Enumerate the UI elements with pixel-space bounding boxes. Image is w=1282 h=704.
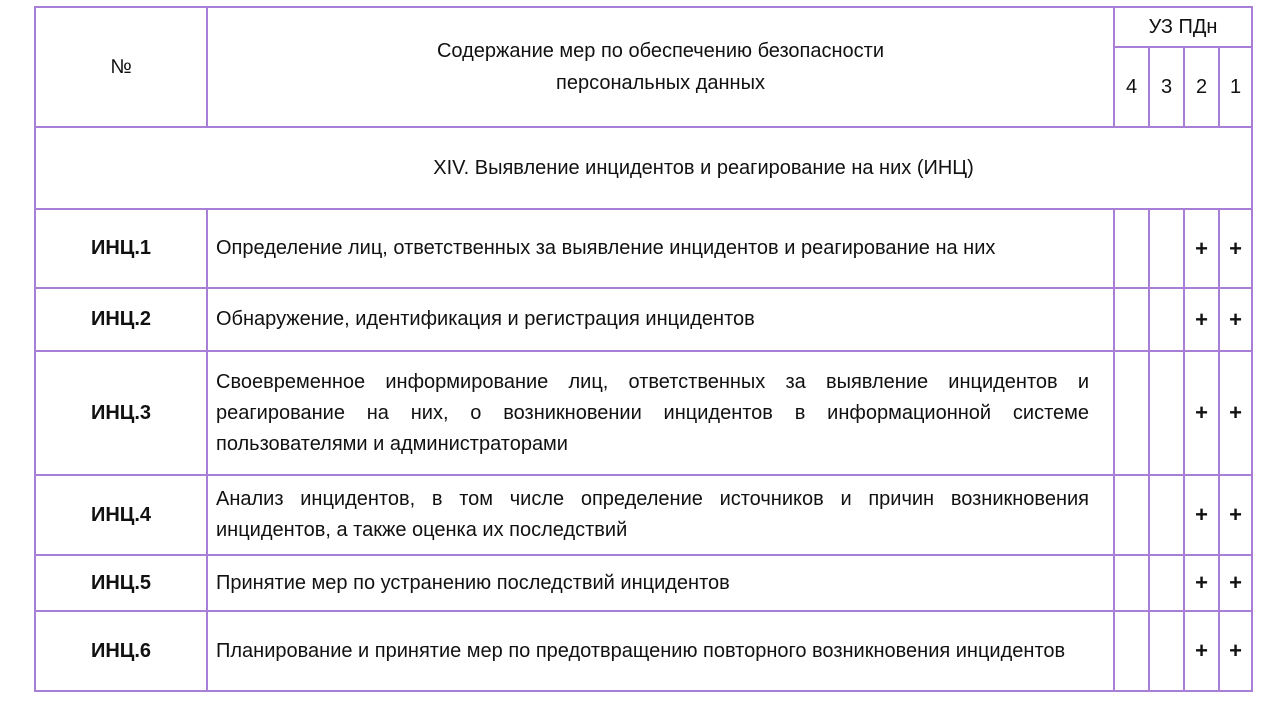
table-row xyxy=(35,288,1252,351)
mark-level-4 xyxy=(1114,475,1149,555)
measure-code: ИНЦ.1 xyxy=(35,209,207,288)
mark-level-2: + xyxy=(1184,351,1219,475)
mark-level-4 xyxy=(1114,351,1149,475)
mark-level-1: + xyxy=(1219,475,1252,555)
content-header-line2: персональных данных xyxy=(556,72,765,94)
mark-level-2: + xyxy=(1184,475,1219,555)
mark-level-4 xyxy=(1114,555,1149,611)
mark-level-3 xyxy=(1149,611,1184,691)
header-row-top xyxy=(35,7,1252,47)
level-header-2: 2 xyxy=(1184,47,1219,127)
table-row xyxy=(35,611,1252,691)
mark-level-1: + xyxy=(1219,209,1252,288)
measure-text: Планирование и принятие мер по предотвращению повторного возникновения инцидентов xyxy=(207,611,1114,691)
mark-level-3 xyxy=(1149,351,1184,475)
measure-code: ИНЦ.3 xyxy=(35,351,207,475)
table-row xyxy=(35,475,1252,555)
measure-code: ИНЦ.2 xyxy=(35,288,207,351)
mark-level-1: + xyxy=(1219,555,1252,611)
measure-code: ИНЦ.5 xyxy=(35,555,207,611)
measure-text: Обнаружение, идентификация и регистрация инцидентов xyxy=(207,288,1114,351)
mark-level-1: + xyxy=(1219,611,1252,691)
mark-level-4 xyxy=(1114,288,1149,351)
mark-level-1: + xyxy=(1219,288,1252,351)
table-row xyxy=(35,555,1252,611)
measure-code: ИНЦ.6 xyxy=(35,611,207,691)
table-row xyxy=(35,209,1252,288)
mark-level-2: + xyxy=(1184,555,1219,611)
section-row xyxy=(35,127,1252,209)
level-header-1: 1 xyxy=(1219,47,1252,127)
mark-level-4 xyxy=(1114,209,1149,288)
measure-text: Принятие мер по устранению последствий инцидентов xyxy=(207,555,1114,611)
security-measures-table xyxy=(34,6,1253,692)
content-column-header xyxy=(207,7,1114,127)
mark-level-1: + xyxy=(1219,351,1252,475)
mark-level-3 xyxy=(1149,209,1184,288)
level-header-3: 3 xyxy=(1149,47,1184,127)
number-column-header: № xyxy=(35,7,207,127)
mark-level-4 xyxy=(1114,611,1149,691)
mark-level-2: + xyxy=(1184,209,1219,288)
content-header-line1: Содержание мер по обеспечению безопасности xyxy=(436,40,885,62)
measure-text: Определение лиц, ответственных за выявление инцидентов и реагирование на них xyxy=(207,209,1114,288)
mark-level-3 xyxy=(1149,555,1184,611)
section-title: XIV. Выявление инцидентов и реагирование на них (ИНЦ) xyxy=(35,127,1252,209)
mark-level-3 xyxy=(1149,475,1184,555)
mark-level-3 xyxy=(1149,288,1184,351)
uz-pdn-header: УЗ ПДн xyxy=(1114,7,1252,47)
measure-text: Своевременное информирование лиц, ответственных за выявление инцидентов и реагирование на них, о возникновении инцидентов в информационной системе пользователями и администраторами xyxy=(207,351,1114,475)
mark-level-2: + xyxy=(1184,611,1219,691)
level-header-4: 4 xyxy=(1114,47,1149,127)
measure-text: Анализ инцидентов, в том числе определение источников и причин возникновения инцидентов, а также оценка их последствий xyxy=(207,475,1114,555)
table-row xyxy=(35,351,1252,475)
measure-code: ИНЦ.4 xyxy=(35,475,207,555)
mark-level-2: + xyxy=(1184,288,1219,351)
